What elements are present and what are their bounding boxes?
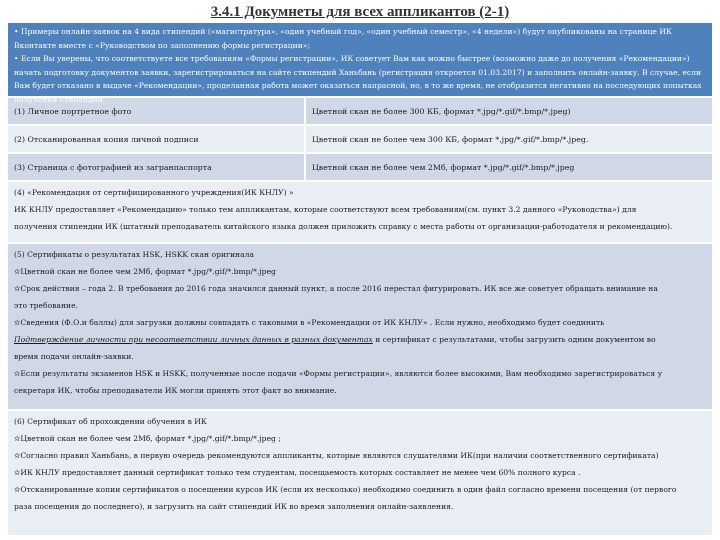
doc-requirement: Цветной скан не более 300 КБ, формат *.jpg/*.gif/*.bmp/*.jpeg) bbox=[312, 106, 571, 116]
block5-line: ✫Цветной скан не более чем 2Мб, формат *.jpg/*.gif/*.bmp/*.jpeg bbox=[14, 267, 276, 276]
block5-line: ✫Если результаты экзаменов HSK и HSKK, полученные после подачи «Формы регистрации», являются более высокими, Вам необходимо зарегистрироваться у bbox=[14, 369, 663, 378]
block6-line: ✫Цветной скан не более чем 2Мб, формат *.jpg/*.gif/*.bmp/*.jpeg ; bbox=[14, 434, 281, 443]
block6-line: раза посещения до последнего), и загрузить на сайт стипендий ИК во время заполнения онлайн-заявления. bbox=[14, 502, 454, 511]
block5-line: ✫Сведения (Ф.О.и баллы) для загрузки должны совпадать с таковыми в «Рекомендации от ИК КНЛУ» . Если нужно, необходимо будет соединить bbox=[14, 318, 605, 327]
block5-line: время подачи онлайн-заявки. bbox=[14, 352, 134, 361]
block5-line: ✫Срок действия – года 2. В требования до 2016 года значился данный пункт, а после 2016 перестал фигурировать. ИК все же советует обращать внимание на bbox=[14, 284, 658, 293]
recommendation-block bbox=[8, 182, 712, 244]
doc-name: (1) Личное портретное фото bbox=[8, 98, 306, 124]
table-row bbox=[8, 126, 712, 154]
header-note bbox=[8, 23, 712, 104]
header-paragraph-2: • Если Вы уверены, что соответствуете все требованиям «Формы регистрации», ИК советует Вам как можно быстрее (возможно даже до получения «Рекомендации») начать подготовку документов заявки, зарегистрироваться на сайте стипендий Ханьбань (регистрация откроется 01.03.2017) и заполнить онлайн-заявку. В случае, если Вам будет отказано в выдаче «Рекомендации», проделанная работа может оказаться напрасной, но, в то же время, не отобразится негативно на последующих попытках получения стипендии. bbox=[14, 54, 702, 104]
block6-line: ✫Отсканированные копии сертификатов о посещении курсов ИК (если их несколько) необходимо соединить в один файл согласно времени посещения (от первого bbox=[14, 485, 677, 494]
page-title: 3.4.1 Докумнеты для всех аппликантов (2-1) bbox=[210, 4, 510, 20]
doc-name: (2) Отсканированная копия личной подписи bbox=[8, 126, 306, 152]
doc-requirement: Цветной скан не более чем 300 КБ, формат *.jpg/*.gif/*.bmp/*.jpeg. bbox=[312, 134, 589, 144]
block4-line: получения стипендии ИК (штатный преподаватель китайского языка должен приложить справку с места работы от организации-работодателя и рекомендацию). bbox=[14, 222, 673, 231]
block4-line: ИК КНЛУ предоставляет «Рекомендацию» только тем аппликантам, которые соответствуют всем требованиям(см. пункт 3.2 данного «Руководства») для bbox=[14, 205, 637, 214]
table-row bbox=[8, 98, 712, 126]
block5-line: это требование. bbox=[14, 301, 78, 310]
header-paragraph-1: • Примеры онлайн-заявок на 4 вида стипендий («магистратура», «один учебный год», «один учебный семестр», «4 недели») будут опубликованы на странице ИК Вконтакте вместе с «Руководством по заполнению формы регистрации»; bbox=[14, 27, 672, 50]
block5-line: (5) Сертификаты о результатах HSK, HSKK скан оригинала bbox=[14, 250, 254, 259]
block6-line: (6) Сертификат об прохождении обучения в ИК bbox=[14, 417, 207, 426]
doc-name: (3) Страница с фотографией из загранпаспорта bbox=[8, 154, 306, 180]
table-row bbox=[8, 154, 712, 182]
course-certificate-block bbox=[8, 411, 712, 537]
block5-line: Подтверждение личности при несоответствии личных данных в разных документах и сертификат с результатами, чтобы загрузить одним документом во bbox=[14, 335, 656, 344]
documents-table bbox=[8, 22, 712, 537]
doc-requirement: Цветной скан не более чем 2Мб, формат *.jpg/*.gif/*.bmp/*.jpeg bbox=[312, 162, 575, 172]
block5-line: секретаря ИК, чтобы преподаватели ИК могли принять этот факт во внимание. bbox=[14, 386, 337, 395]
block6-line: ✫ИК КНЛУ предоставляет данный сертификат только тем студентам, посещаемость которых составляет не менее чем 60% полного курса . bbox=[14, 468, 581, 477]
block4-line: (4) «Рекомендация от сертифицированного учреждения(ИК КНЛУ) » bbox=[14, 188, 294, 197]
hsk-certificate-block bbox=[8, 244, 712, 411]
identity-confirmation-link[interactable]: Подтверждение личности при несоответствии личных данных в разных документах bbox=[14, 335, 373, 344]
block6-line: ✫Согласно правил Ханьбань, в первую очередь рекомендуются аппликанты, которые являются слушателями ИК(при наличии соответственного сертификата) bbox=[14, 451, 659, 460]
